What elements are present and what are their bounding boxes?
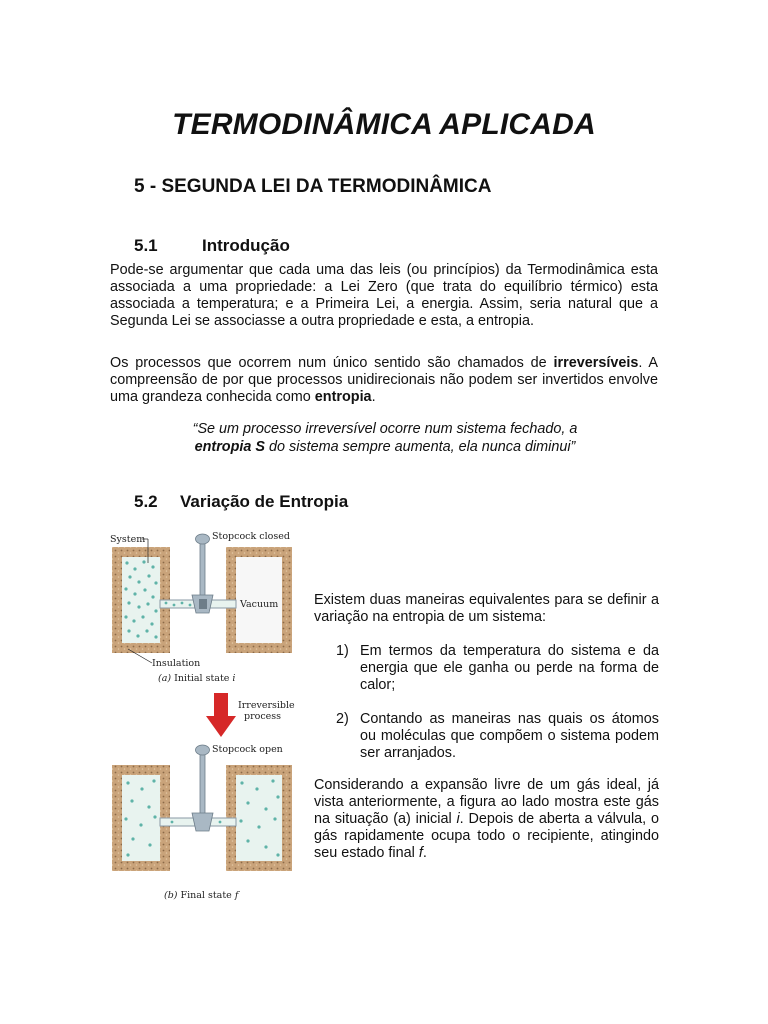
entropy-quote bbox=[150, 420, 620, 456]
list-item-number: 2) bbox=[336, 711, 349, 727]
quote-text-1: Se um processo irreversível ocorre num sistema fechado, a bbox=[197, 421, 578, 437]
closing-text-2: . Depois de aberta a válvula, o gás rapidamente ocupa todo o recipiente, atingindo seu estado final bbox=[314, 811, 659, 861]
entropy-term: entropia bbox=[314, 389, 372, 405]
free-expansion-figure bbox=[108, 525, 300, 920]
ways-intro-paragraph: Existem duas maneiras equivalentes para se definir a variação na entropia de um sistema: bbox=[314, 592, 659, 625]
irreversible-paragraph bbox=[110, 355, 658, 406]
valve-body-b bbox=[192, 813, 213, 831]
label-process: process bbox=[244, 711, 282, 722]
intro-paragraph: Pode-se argumentar que cada uma das leis (ou princípios) da Termodinâmica esta associada a uma propriedade: a Lei Zero (que trata do equilíbrio térmico) esta associada a temperatura; e a Primeira Lei, a energia. Assim, seria natural que a Segunda Lei se associasse a outra propriedade e esta, a entropia. bbox=[110, 262, 658, 329]
list-item bbox=[324, 711, 659, 762]
section-heading-entropy bbox=[134, 492, 348, 512]
initial-state-diagram bbox=[110, 531, 292, 684]
list-item bbox=[324, 643, 659, 694]
valve-stem-b bbox=[200, 753, 205, 819]
quote-bold: entropia S bbox=[194, 439, 265, 455]
irreversible-process-arrow bbox=[206, 693, 295, 737]
valve-closed-gate bbox=[199, 599, 207, 609]
quote-open-mark: “ bbox=[192, 421, 198, 437]
section-title: Variação de Entropia bbox=[180, 492, 349, 511]
caption-final-state: (b) Final state f bbox=[164, 890, 239, 901]
label-insulation: Insulation bbox=[152, 658, 201, 669]
chapter-heading: 5 - SEGUNDA LEI DA TERMODINÂMICA bbox=[134, 176, 492, 197]
final-state-diagram bbox=[112, 744, 292, 901]
list-item-text: Em termos da temperatura do sistema e da energia que ele ganha ou perde na forma de calor; bbox=[360, 643, 659, 693]
valve-handle-b bbox=[196, 745, 210, 755]
quote-text-2: do sistema sempre aumenta, ela nunca diminui” bbox=[265, 439, 576, 455]
valve-stem-a bbox=[200, 541, 205, 601]
caption-initial-state: (a) Initial state i bbox=[158, 673, 236, 684]
ways-list bbox=[324, 643, 659, 779]
list-item-text: Contando as maneiras nas quais os átomos ou moléculas que compõem o sistema podem ser arranjados. bbox=[360, 711, 659, 761]
closing-text-1: Considerando a expansão livre de um gás ideal, já vista anteriormente, a figura ao lado mostra este gás na situação (a) inicial bbox=[314, 777, 659, 827]
irreversible-text-3: . bbox=[371, 389, 376, 405]
section-number: 5.2 bbox=[134, 492, 158, 511]
closing-var-i: i bbox=[456, 811, 460, 827]
label-stopcock-closed: Stopcock closed bbox=[212, 531, 290, 542]
section-number: 5.1 bbox=[134, 236, 158, 255]
irreversible-text-1: Os processos que ocorrem num único sentido são chamados de bbox=[110, 355, 554, 371]
section-heading-intro bbox=[134, 236, 290, 256]
closing-paragraph bbox=[314, 777, 659, 862]
list-item-number: 1) bbox=[336, 643, 349, 659]
label-stopcock-open: Stopcock open bbox=[212, 744, 283, 755]
irreversible-text-2: . A compreensão de por que processos unidirecionais não podem ser invertidos envolve uma grandeza conhecida como bbox=[110, 355, 658, 405]
valve-handle-a bbox=[196, 534, 210, 544]
label-system: System bbox=[110, 534, 146, 545]
page-title: TERMODINÂMICA APLICADA bbox=[172, 108, 596, 141]
closing-text-3: . bbox=[422, 845, 427, 861]
irreversible-term: irreversíveis bbox=[553, 355, 639, 371]
closing-var-f: f bbox=[418, 845, 423, 861]
section-title: Introdução bbox=[202, 236, 290, 255]
label-vacuum: Vacuum bbox=[240, 599, 279, 610]
label-irreversible: Irreversible bbox=[238, 700, 295, 711]
